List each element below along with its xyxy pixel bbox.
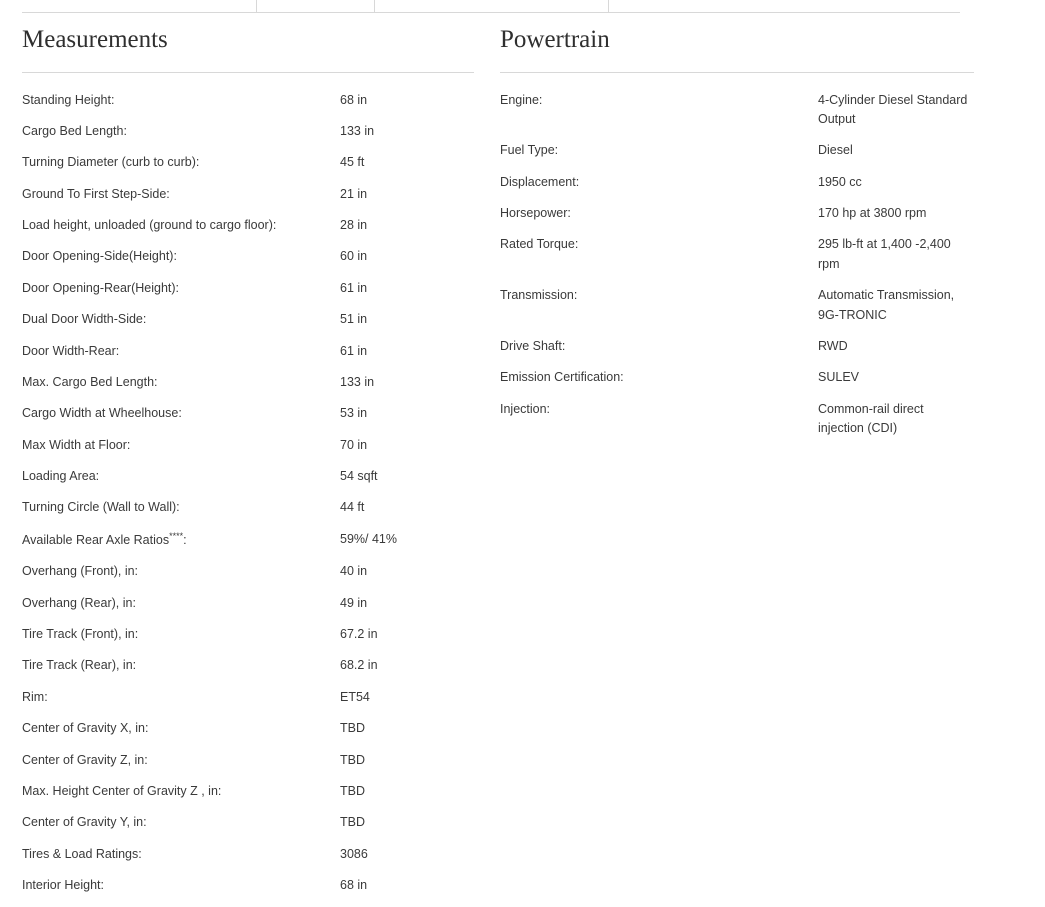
tab-cell-4[interactable] <box>609 0 960 13</box>
spec-value: 133 in <box>340 123 375 138</box>
spec-value: Automatic Transmission, 9G-TRONIC <box>818 288 955 322</box>
spec-row <box>500 286 974 325</box>
spec-label: Available Rear Axle Ratios****: <box>22 530 187 547</box>
spec-label: Loading Area: <box>22 469 100 483</box>
powertrain-list <box>500 91 974 439</box>
spec-row <box>500 400 974 439</box>
spec-row <box>500 368 974 387</box>
spec-value: Diesel <box>818 143 853 158</box>
spec-row <box>500 141 974 160</box>
spec-value: 40 in <box>340 564 368 579</box>
spec-label: Tire Track (Rear), in: <box>22 658 137 673</box>
spec-label: Dual Door Width-Side: <box>22 312 147 327</box>
spec-value: 61 in <box>340 343 368 358</box>
spec-row <box>22 216 474 235</box>
spec-label: Door Opening-Rear(Height): <box>22 280 180 295</box>
spec-value: 68 in <box>340 92 368 107</box>
spec-label: Emission Certification: <box>500 370 624 385</box>
spec-columns <box>0 13 1045 907</box>
spec-value: RWD <box>818 338 848 353</box>
spec-label: Transmission: <box>500 288 578 303</box>
spec-row <box>22 751 474 770</box>
spec-label: Load height, unloaded (ground to cargo floor): <box>22 218 277 232</box>
tab-strip <box>22 0 960 13</box>
spec-value: 49 in <box>340 595 368 610</box>
spec-value: 51 in <box>340 312 368 327</box>
spec-value: 1950 cc <box>818 174 862 189</box>
powertrain-divider <box>500 72 974 73</box>
spec-row <box>22 404 474 423</box>
spec-row <box>22 782 474 801</box>
powertrain-section <box>500 13 1000 907</box>
spec-row <box>22 467 474 486</box>
spec-row <box>22 656 474 675</box>
spec-row <box>22 185 474 204</box>
spec-label: Overhang (Front), in: <box>22 564 139 579</box>
spec-value: TBD <box>340 783 365 798</box>
spec-value: SULEV <box>818 370 859 385</box>
spec-row <box>22 91 474 110</box>
spec-value: TBD <box>340 721 365 736</box>
spec-row <box>500 204 974 223</box>
spec-row <box>22 594 474 613</box>
spec-value: 61 in <box>340 280 368 295</box>
powertrain-title: Powertrain <box>500 26 610 53</box>
spec-value: 68 in <box>340 878 368 893</box>
spec-row <box>22 373 474 392</box>
measurements-divider <box>22 72 474 73</box>
spec-label: Door Width-Rear: <box>22 343 120 358</box>
tab-cell-2[interactable] <box>257 0 375 13</box>
spec-row <box>22 498 474 517</box>
spec-value: 54 sqft <box>340 469 378 483</box>
spec-row <box>22 625 474 644</box>
spec-row <box>22 342 474 361</box>
spec-value: 70 in <box>340 437 368 452</box>
spec-label: Drive Shaft: <box>500 338 566 353</box>
spec-value: 3086 <box>340 846 368 861</box>
spec-value: 45 ft <box>340 155 365 170</box>
spec-value: 67.2 in <box>340 627 378 642</box>
spec-row <box>22 153 474 172</box>
spec-row <box>22 310 474 329</box>
spec-row <box>22 122 474 141</box>
spec-row <box>22 876 474 895</box>
spec-row <box>22 813 474 832</box>
spec-label: Interior Height: <box>22 878 104 893</box>
spec-label: Cargo Width at Wheelhouse: <box>22 406 182 421</box>
spec-value: 133 in <box>340 374 375 389</box>
spec-label: Max. Height Center of Gravity Z , in: <box>22 783 222 798</box>
spec-label: Turning Diameter (curb to curb): <box>22 155 200 170</box>
spec-value: TBD <box>340 815 365 830</box>
spec-label: Max. Cargo Bed Length: <box>22 374 158 389</box>
spec-row <box>500 337 974 356</box>
spec-row <box>22 719 474 738</box>
spec-value: 28 in <box>340 218 368 232</box>
spec-value: ET54 <box>340 689 370 704</box>
spec-label: Horsepower: <box>500 206 571 220</box>
spec-label: Overhang (Rear), in: <box>22 595 136 610</box>
spec-value: TBD <box>340 752 365 767</box>
spec-row <box>500 91 974 130</box>
spec-row <box>22 562 474 581</box>
spec-label: Cargo Bed Length: <box>22 123 127 138</box>
measurements-title: Measurements <box>22 26 168 53</box>
spec-value: 68.2 in <box>340 658 378 673</box>
spec-row <box>22 247 474 266</box>
spec-label: Center of Gravity X, in: <box>22 721 149 736</box>
spec-value: 170 hp at 3800 rpm <box>818 206 927 220</box>
spec-value: 53 in <box>340 406 368 421</box>
spec-value: 21 in <box>340 186 368 201</box>
measurements-list <box>22 91 474 896</box>
spec-row <box>500 173 974 192</box>
spec-value: 4-Cylinder Diesel Standard Output <box>818 92 968 126</box>
spec-label: Standing Height: <box>22 92 115 107</box>
spec-label: Center of Gravity Z, in: <box>22 752 148 767</box>
tab-cell-3[interactable] <box>375 0 609 13</box>
spec-row <box>22 279 474 298</box>
spec-label: Tire Track (Front), in: <box>22 627 139 642</box>
spec-value: 44 ft <box>340 500 365 515</box>
spec-label: Rated Torque: <box>500 237 579 252</box>
spec-label: Displacement: <box>500 174 580 189</box>
spec-label: Center of Gravity Y, in: <box>22 815 147 830</box>
spec-row <box>22 436 474 455</box>
measurements-section <box>0 13 500 907</box>
spec-row <box>22 530 474 551</box>
spec-value: 60 in <box>340 249 368 264</box>
spec-label: Turning Circle (Wall to Wall): <box>22 500 180 515</box>
spec-label: Injection: <box>500 401 551 416</box>
spec-row <box>22 845 474 864</box>
spec-value: 295 lb-ft at 1,400 -2,400 rpm <box>818 237 951 271</box>
spec-label: Door Opening-Side(Height): <box>22 249 177 264</box>
spec-label: Rim: <box>22 689 48 704</box>
spec-value: Common-rail direct injection (CDI) <box>818 401 924 435</box>
spec-label: Engine: <box>500 92 543 107</box>
spec-row <box>22 688 474 707</box>
spec-value: 59%/ 41% <box>340 531 397 546</box>
tab-cell-1[interactable] <box>22 0 257 13</box>
spec-label: Tires & Load Ratings: <box>22 846 142 861</box>
spec-label: Ground To First Step-Side: <box>22 186 170 201</box>
spec-label: Max Width at Floor: <box>22 437 131 452</box>
spec-row <box>500 235 974 274</box>
spec-label: Fuel Type: <box>500 143 559 158</box>
